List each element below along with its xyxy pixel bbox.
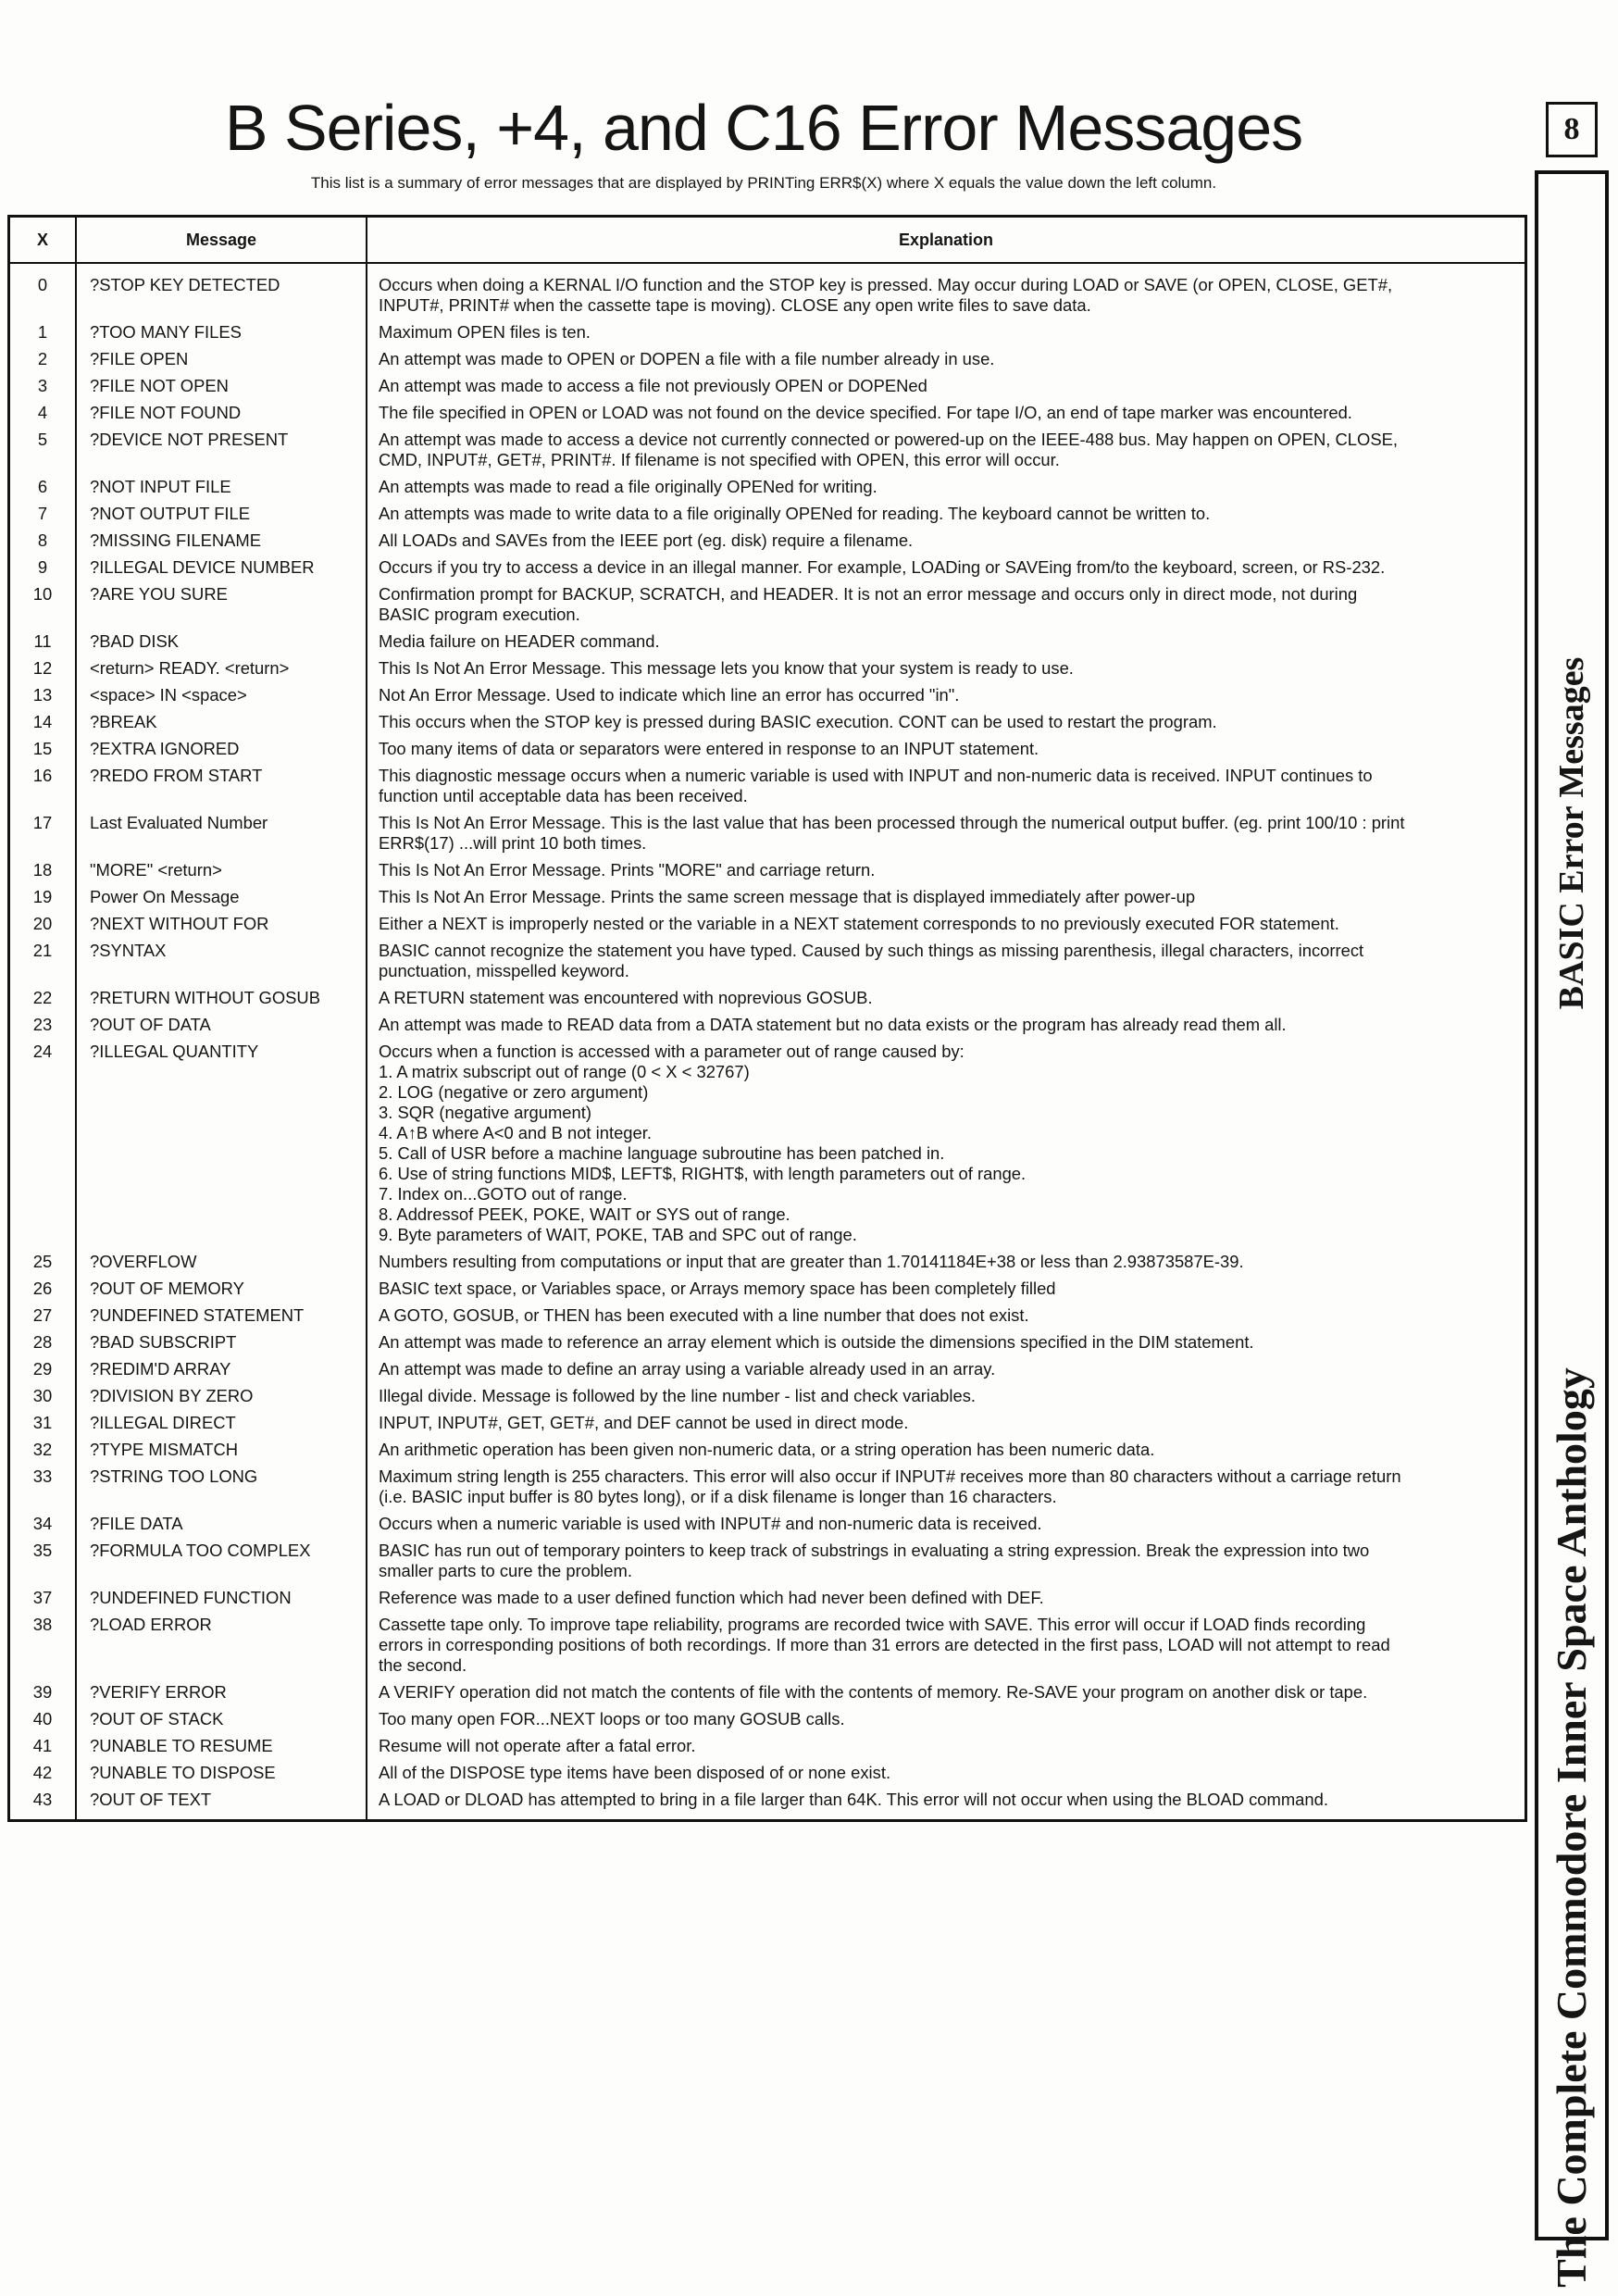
row-message: ?STRING TOO LONG [76, 1462, 367, 1509]
row-explanation: Occurs when a numeric variable is used with INPUT# and non-numeric data is received. [367, 1509, 1526, 1536]
table-row [9, 1381, 1526, 1408]
row-message: ?OUT OF TEXT [76, 1785, 367, 1821]
chapter-number-badge: 8 [1546, 102, 1598, 157]
row-explanation: All LOADs and SAVEs from the IEEE port (eg. disk) require a filename. [367, 526, 1526, 553]
row-number: 0 [9, 263, 77, 318]
row-number: 8 [9, 526, 77, 553]
row-explanation: An arithmetic operation has been given non-numeric data, or a string operation has been numeric data. [367, 1435, 1526, 1462]
row-number: 27 [9, 1301, 77, 1328]
row-message: ?OUT OF DATA [76, 1010, 367, 1037]
row-explanation: Too many open FOR...NEXT loops or too many GOSUB calls. [367, 1704, 1526, 1731]
row-number: 32 [9, 1435, 77, 1462]
table-row [9, 1678, 1526, 1704]
table-row [9, 1462, 1526, 1509]
row-explanation: Media failure on HEADER command. [367, 627, 1526, 654]
table-row [9, 808, 1526, 855]
table-header-row [9, 217, 1526, 264]
row-explanation: Not An Error Message. Used to indicate which line an error has occurred "in". [367, 680, 1526, 707]
row-message: ?NOT INPUT FILE [76, 472, 367, 499]
row-explanation: Confirmation prompt for BACKUP, SCRATCH, and HEADER. It is not an error message and occurs only in direct mode, not during BASIC program execution. [367, 580, 1526, 627]
row-number: 12 [9, 654, 77, 680]
row-explanation: Reference was made to a user defined function which had never been defined with DEF. [367, 1583, 1526, 1610]
row-explanation: This Is Not An Error Message. This is the last value that has been processed through the numerical output buffer. (eg. print 100/10 : print ERR$(17) ...will print 10 both times. [367, 808, 1526, 855]
row-number: 25 [9, 1247, 77, 1274]
table-row [9, 1301, 1526, 1328]
row-explanation: This occurs when the STOP key is pressed during BASIC execution. CONT can be used to restart the program. [367, 707, 1526, 734]
section-title: BASIC Error Messages [1552, 656, 1591, 1010]
row-message: ?FILE NOT FOUND [76, 398, 367, 425]
row-message: ?EXTRA IGNORED [76, 734, 367, 761]
row-message: ?OUT OF STACK [76, 1704, 367, 1731]
row-number: 34 [9, 1509, 77, 1536]
row-explanation: A RETURN statement was encountered with noprevious GOSUB. [367, 983, 1526, 1010]
table-row [9, 1328, 1526, 1354]
table-row [9, 761, 1526, 808]
row-number: 15 [9, 734, 77, 761]
row-number: 1 [9, 318, 77, 344]
row-explanation: An attempts was made to read a file originally OPENed for writing. [367, 472, 1526, 499]
table-row [9, 1274, 1526, 1301]
row-explanation: Numbers resulting from computations or input that are greater than 1.70141184E+38 or less than 2.93873587E-39. [367, 1247, 1526, 1274]
row-explanation: An attempt was made to define an array using a variable already used in an array. [367, 1354, 1526, 1381]
table-row [9, 371, 1526, 398]
table-row [9, 983, 1526, 1010]
row-explanation: BASIC has run out of temporary pointers to keep track of substrings in evaluating a string expression. Break the expression into two smaller parts to cure the problem. [367, 1536, 1526, 1583]
row-message: ?TOO MANY FILES [76, 318, 367, 344]
row-explanation: This Is Not An Error Message. This message lets you know that your system is ready to use. [367, 654, 1526, 680]
row-number: 10 [9, 580, 77, 627]
table-row [9, 1583, 1526, 1610]
row-explanation: An attempt was made to READ data from a DATA statement but no data exists or the program has already read them all. [367, 1010, 1526, 1037]
table-row [9, 1435, 1526, 1462]
row-message: ?STOP KEY DETECTED [76, 263, 367, 318]
row-explanation: Illegal divide. Message is followed by the line number - list and check variables. [367, 1381, 1526, 1408]
table-row [9, 425, 1526, 472]
row-explanation: All of the DISPOSE type items have been disposed of or none exist. [367, 1758, 1526, 1785]
row-message: ?RETURN WITHOUT GOSUB [76, 983, 367, 1010]
row-number: 37 [9, 1583, 77, 1610]
table-row [9, 1704, 1526, 1731]
row-message: ?ILLEGAL QUANTITY [76, 1037, 367, 1247]
row-number: 19 [9, 882, 77, 909]
row-message: Last Evaluated Number [76, 808, 367, 855]
table-row [9, 882, 1526, 909]
row-message: ?NOT OUTPUT FILE [76, 499, 367, 526]
table-row [9, 398, 1526, 425]
row-number: 9 [9, 553, 77, 580]
table-body [9, 263, 1526, 1821]
table-row [9, 472, 1526, 499]
row-number: 4 [9, 398, 77, 425]
table-row [9, 344, 1526, 371]
row-explanation: This diagnostic message occurs when a numeric variable is used with INPUT and non-numeric data is received. INPUT continues to function until acceptable data has been received. [367, 761, 1526, 808]
row-explanation: An attempt was made to reference an array element which is outside the dimensions specified in the DIM statement. [367, 1328, 1526, 1354]
row-message: ?LOAD ERROR [76, 1610, 367, 1678]
table-row [9, 553, 1526, 580]
header-x: X [9, 217, 77, 264]
row-number: 13 [9, 680, 77, 707]
row-message: ?UNABLE TO RESUME [76, 1731, 367, 1758]
header-explanation: Explanation [367, 217, 1526, 264]
row-explanation: An attempt was made to OPEN or DOPEN a file with a file number already in use. [367, 344, 1526, 371]
row-message: <space> IN <space> [76, 680, 367, 707]
row-message: ?UNDEFINED STATEMENT [76, 1301, 367, 1328]
table-row [9, 1010, 1526, 1037]
table-row [9, 580, 1526, 627]
row-number: 7 [9, 499, 77, 526]
page-title: B Series, +4, and C16 Error Messages [224, 92, 1303, 164]
page-subtitle: This list is a summary of error messages that are displayed by PRINTing ERR$(X) where X equals the value down the left column. [310, 174, 1217, 192]
row-number: 14 [9, 707, 77, 734]
table-row [9, 263, 1526, 318]
row-message: ?BAD DISK [76, 627, 367, 654]
table-row [9, 1037, 1526, 1247]
table-row [9, 734, 1526, 761]
row-number: 24 [9, 1037, 77, 1247]
row-message: ?FORMULA TOO COMPLEX [76, 1536, 367, 1583]
row-number: 35 [9, 1536, 77, 1583]
row-number: 30 [9, 1381, 77, 1408]
row-message: ?DIVISION BY ZERO [76, 1381, 367, 1408]
table-row [9, 1247, 1526, 1274]
row-number: 11 [9, 627, 77, 654]
row-message: ?FILE DATA [76, 1509, 367, 1536]
row-number: 31 [9, 1408, 77, 1435]
row-explanation: BASIC text space, or Variables space, or Arrays memory space has been completely filled [367, 1274, 1526, 1301]
table-row [9, 1354, 1526, 1381]
table-row [9, 1536, 1526, 1583]
row-message: ?REDO FROM START [76, 761, 367, 808]
header-message: Message [76, 217, 367, 264]
row-number: 41 [9, 1731, 77, 1758]
row-number: 18 [9, 855, 77, 882]
row-number: 40 [9, 1704, 77, 1731]
sidebar-tab [1535, 170, 1609, 2288]
row-explanation: This Is Not An Error Message. Prints "MORE" and carriage return. [367, 855, 1526, 882]
row-explanation: A GOTO, GOSUB, or THEN has been executed with a line number that does not exist. [367, 1301, 1526, 1328]
row-message: ?DEVICE NOT PRESENT [76, 425, 367, 472]
row-number: 28 [9, 1328, 77, 1354]
table-row [9, 1509, 1526, 1536]
row-message: ?UNDEFINED FUNCTION [76, 1583, 367, 1610]
row-explanation: Maximum OPEN files is ten. [367, 318, 1526, 344]
row-number: 26 [9, 1274, 77, 1301]
row-message: ?SYNTAX [76, 936, 367, 983]
row-number: 42 [9, 1758, 77, 1785]
row-explanation: Too many items of data or separators were entered in response to an INPUT statement. [367, 734, 1526, 761]
table-row [9, 526, 1526, 553]
row-explanation: Occurs when doing a KERNAL I/O function and the STOP key is pressed. May occur during LOAD or SAVE (or OPEN, CLOSE, GET#, INPUT#, PRINT# when the cassette tape is moving). CLOSE any open write files to save data. [367, 263, 1526, 318]
row-explanation: A LOAD or DLOAD has attempted to bring in a file larger than 64K. This error will not occur when using the BLOAD command. [367, 1785, 1526, 1821]
row-number: 17 [9, 808, 77, 855]
row-number: 38 [9, 1610, 77, 1678]
row-explanation: Either a NEXT is improperly nested or the variable in a NEXT statement corresponds to no previously executed FOR statement. [367, 909, 1526, 936]
row-message: ?VERIFY ERROR [76, 1678, 367, 1704]
row-number: 20 [9, 909, 77, 936]
row-message: ?UNABLE TO DISPOSE [76, 1758, 367, 1785]
table-row [9, 1610, 1526, 1678]
row-number: 39 [9, 1678, 77, 1704]
row-message: "MORE" <return> [76, 855, 367, 882]
row-message: ?OUT OF MEMORY [76, 1274, 367, 1301]
row-explanation: An attempts was made to write data to a file originally OPENed for reading. The keyboard cannot be written to. [367, 499, 1526, 526]
row-message: Power On Message [76, 882, 367, 909]
row-number: 3 [9, 371, 77, 398]
table-row [9, 1731, 1526, 1758]
row-explanation: The file specified in OPEN or LOAD was not found on the device specified. For tape I/O, an end of tape marker was encountered. [367, 398, 1526, 425]
row-explanation: BASIC cannot recognize the statement you have typed. Caused by such things as missing parenthesis, illegal characters, incorrect punctuation, misspelled keyword. [367, 936, 1526, 983]
row-explanation: This Is Not An Error Message. Prints the same screen message that is displayed immediately after power-up [367, 882, 1526, 909]
table-row [9, 936, 1526, 983]
row-explanation: Resume will not operate after a fatal error. [367, 1731, 1526, 1758]
table-row [9, 680, 1526, 707]
row-number: 2 [9, 344, 77, 371]
row-message: ?ARE YOU SURE [76, 580, 367, 627]
row-number: 16 [9, 761, 77, 808]
table-row [9, 499, 1526, 526]
row-number: 33 [9, 1462, 77, 1509]
row-explanation: Occurs when a function is accessed with a parameter out of range caused by: 1. A matrix subscript out of range (0 < X < 32767) 2. LOG (negative or zero argument) 3. SQR (negative argument) 4. A↑B where A<0 and B not integer. 5. Call of USR before a machine language subroutine has been patched in. 6. Use of string functions MID$, LEFT$, RIGHT$, with length parameters out of range. 7. Index on...GOTO out of range. 8. Addressof PEEK, POKE, WAIT or SYS out of range. 9. Byte parameters of WAIT, POKE, TAB and SPC out of range. [367, 1037, 1526, 1247]
row-explanation: INPUT, INPUT#, GET, GET#, and DEF cannot be used in direct mode. [367, 1408, 1526, 1435]
table-row [9, 1758, 1526, 1785]
row-explanation: Maximum string length is 255 characters. This error will also occur if INPUT# receives more than 80 characters without a carriage return (i.e. BASIC input buffer is 80 bytes long), or if a disk filename is longer than 16 characters. [367, 1462, 1526, 1509]
row-message: ?REDIM'D ARRAY [76, 1354, 367, 1381]
row-number: 21 [9, 936, 77, 983]
row-message: ?BREAK [76, 707, 367, 734]
table-row [9, 318, 1526, 344]
row-number: 43 [9, 1785, 77, 1821]
row-number: 22 [9, 983, 77, 1010]
table-row [9, 1408, 1526, 1435]
row-explanation: A VERIFY operation did not match the contents of file with the contents of memory. Re-SAVE your program on another disk or tape. [367, 1678, 1526, 1704]
row-message: ?NEXT WITHOUT FOR [76, 909, 367, 936]
row-explanation: Occurs if you try to access a device in an illegal manner. For example, LOADing or SAVEing from/to the keyboard, screen, or RS-232. [367, 553, 1526, 580]
row-message: ?FILE NOT OPEN [76, 371, 367, 398]
row-number: 5 [9, 425, 77, 472]
row-message: ?FILE OPEN [76, 344, 367, 371]
row-message: <return> READY. <return> [76, 654, 367, 680]
row-explanation: Cassette tape only. To improve tape reliability, programs are recorded twice with SAVE. This error will occur if LOAD finds recording errors in corresponding positions of both recordings. If more than 31 errors are detected in the first pass, LOAD will not attempt to read the second. [367, 1610, 1526, 1678]
row-explanation: An attempt was made to access a file not previously OPEN or DOPENed [367, 371, 1526, 398]
row-message: ?TYPE MISMATCH [76, 1435, 367, 1462]
table-row [9, 1785, 1526, 1821]
table-row [9, 909, 1526, 936]
row-message: ?ILLEGAL DIRECT [76, 1408, 367, 1435]
book-title: The Complete Commodore Inner Space Anthology [1548, 1367, 1595, 2288]
row-message: ?BAD SUBSCRIPT [76, 1328, 367, 1354]
table-row [9, 627, 1526, 654]
row-number: 23 [9, 1010, 77, 1037]
row-number: 29 [9, 1354, 77, 1381]
table-row [9, 855, 1526, 882]
table-row [9, 707, 1526, 734]
row-message: ?MISSING FILENAME [76, 526, 367, 553]
error-messages-table [7, 215, 1527, 1822]
row-number: 6 [9, 472, 77, 499]
row-explanation: An attempt was made to access a device not currently connected or powered-up on the IEEE-488 bus. May happen on OPEN, CLOSE, CMD, INPUT#, GET#, PRINT#. If filename is not specified with OPEN, this error will occur. [367, 425, 1526, 472]
row-message: ?OVERFLOW [76, 1247, 367, 1274]
row-message: ?ILLEGAL DEVICE NUMBER [76, 553, 367, 580]
table-row [9, 654, 1526, 680]
